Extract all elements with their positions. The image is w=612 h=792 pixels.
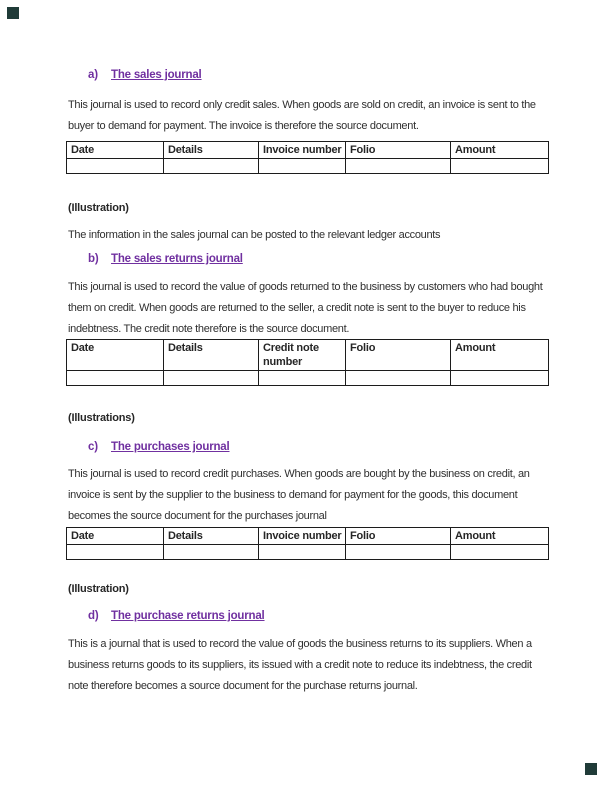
table-row	[67, 371, 549, 386]
heading-label-sales-journal: The sales journal	[111, 69, 202, 81]
corner-mark-bottom-right-icon	[585, 763, 597, 775]
column-header-date: Date	[67, 340, 164, 371]
empty-cell	[67, 545, 164, 560]
heading-purchases-journal	[68, 439, 567, 456]
column-header-amount: Amount	[451, 340, 549, 371]
empty-cell	[164, 545, 259, 560]
corner-mark-top-left-icon	[7, 7, 19, 19]
column-header-invoice-number: Invoice number	[259, 528, 346, 545]
empty-cell	[164, 371, 259, 386]
empty-cell	[451, 159, 549, 174]
paragraph-purchase-returns-journal: This is a journal that is used to record the value of goods the business returns to its suppliers. When a business returns goods to its suppliers, its issued with a credit note to reduce its indebtness, the credit note therefore becomes a source document for the purchase returns journal.	[68, 638, 532, 692]
column-header-date: Date	[67, 142, 164, 159]
caption-illustration-a: (Illustration)	[68, 202, 129, 214]
sales-returns-journal-table	[66, 339, 549, 386]
empty-cell	[346, 545, 451, 560]
heading-label-purchases-journal: The purchases journal	[111, 441, 230, 453]
paragraph-sales-journal: This journal is used to record only credit sales. When goods are sold on credit, an invoice is sent to the buyer to demand for payment. The invoice is therefore the source document.	[68, 99, 536, 132]
table-header-row	[67, 340, 549, 371]
column-header-details: Details	[164, 142, 259, 159]
empty-cell	[67, 371, 164, 386]
heading-label-sales-returns-journal: The sales returns journal	[111, 253, 243, 265]
heading-label-purchase-returns-journal: The purchase returns journal	[111, 610, 265, 622]
column-header-amount: Amount	[451, 142, 549, 159]
column-header-folio: Folio	[346, 528, 451, 545]
list-marker-c: c)	[88, 441, 98, 453]
caption-illustration-c: (Illustration)	[68, 583, 129, 595]
sales-journal-table	[66, 141, 549, 174]
list-marker-b: b)	[88, 253, 99, 265]
heading-sales-journal	[68, 67, 567, 84]
empty-cell	[451, 545, 549, 560]
caption-illustrations-b: (Illustrations)	[68, 412, 135, 424]
purchases-journal-table	[66, 527, 549, 560]
column-header-folio: Folio	[346, 142, 451, 159]
table-header-row	[67, 142, 549, 159]
column-header-date: Date	[67, 528, 164, 545]
heading-sales-returns-journal	[68, 251, 567, 268]
column-header-invoice-number: Invoice number	[259, 142, 346, 159]
paragraph-sales-returns-journal: This journal is used to record the value of goods returned to the business by customers who had bought them on credit. When goods are returned to the seller, a credit note is sent to the buyer to reduce his indebtness. The credit note therefore is the source document.	[68, 281, 543, 335]
list-marker-a: a)	[88, 69, 98, 81]
empty-cell	[346, 371, 451, 386]
table-row	[67, 545, 549, 560]
empty-cell	[259, 371, 346, 386]
heading-purchase-returns-journal	[68, 608, 567, 625]
column-header-credit-note-number: Credit note number	[259, 340, 346, 371]
column-header-folio: Folio	[346, 340, 451, 371]
table-header-row	[67, 528, 549, 545]
empty-cell	[259, 545, 346, 560]
column-header-details: Details	[164, 528, 259, 545]
empty-cell	[451, 371, 549, 386]
column-header-details: Details	[164, 340, 259, 371]
empty-cell	[346, 159, 451, 174]
empty-cell	[164, 159, 259, 174]
column-header-amount: Amount	[451, 528, 549, 545]
paragraph-sales-posting-note: The information in the sales journal can be posted to the relevant ledger accounts	[68, 229, 441, 241]
table-row	[67, 159, 549, 174]
paragraph-purchases-journal: This journal is used to record credit purchases. When goods are bought by the business on credit, an invoice is sent by the supplier to the business to demand for payment for the goods, this document becomes the source document for the purchases journal	[68, 468, 530, 522]
list-marker-d: d)	[88, 610, 99, 622]
empty-cell	[67, 159, 164, 174]
empty-cell	[259, 159, 346, 174]
